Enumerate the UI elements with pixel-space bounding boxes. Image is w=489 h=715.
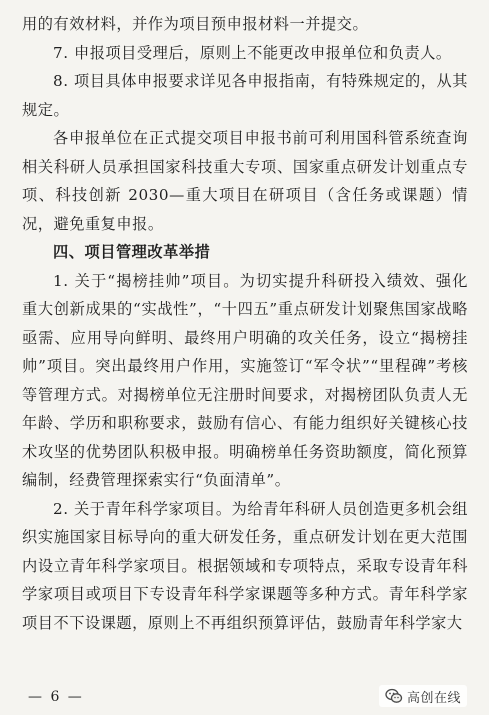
watermark	[379, 685, 467, 707]
paragraph-reform-1: 1. 关于“揭榜挂帅”项目。为切实提升科研投入绩效、强化重大创新成果的“实战性”，“十四五”重点研发计划聚焦国家战略亟需、应用导向鲜明、最终用户明确的攻关任务，设立“揭榜挂帅”项目。突出最终用户作用，实施签订“军令状”“里程碑”考核等管理方式。对揭榜单位无注册时间要求，对揭榜团队负责人无年龄、学历和职称要求，鼓励有信心、有能力组织好关键核心技术攻坚的优势团队积极申报。明确榜单任务资助额度，简化预算编制，经费管理探索实行“负面清单”。	[22, 271, 468, 489]
paragraph-duplicate-check: 各申报单位在正式提交项目申报书前可利用国科管系统查询相关科研人员承担国家科技重大专项、国家重点研发计划重点专项、科技创新 2030—重大项目在研项目（含任务或课题）情况，避免重复申报。	[22, 129, 468, 233]
section-heading: 四、项目管理改革举措	[53, 243, 211, 261]
watermark-text: 高创在线	[406, 690, 461, 706]
wechat-icon	[385, 687, 403, 705]
document-body	[22, 10, 468, 637]
paragraph-item-8: 8. 项目具体申报要求详见各申报指南，有特殊规定的，从其规定。	[22, 72, 468, 119]
paragraph-continuation: 用的有效材料，并作为项目预申报材料一并提交。	[22, 15, 369, 33]
paragraph-item-7: 7. 申报项目受理后，原则上不能更改申报单位和负责人。	[53, 43, 452, 62]
paragraph-reform-2: 2. 关于青年科学家项目。为给青年科研人员创造更多机会组织实施国家目标导向的重大研发任务，重点研发计划在更大范围内设立青年科学家项目。根据领域和专项特点，采取专设青年科学家项目或项目下专设青年科学家课题等多种方式。青年科学家项目不下设课题，原则上不再组织预算评估，鼓励青年科学家大	[22, 499, 468, 632]
page-number: — 6 —	[28, 689, 84, 705]
